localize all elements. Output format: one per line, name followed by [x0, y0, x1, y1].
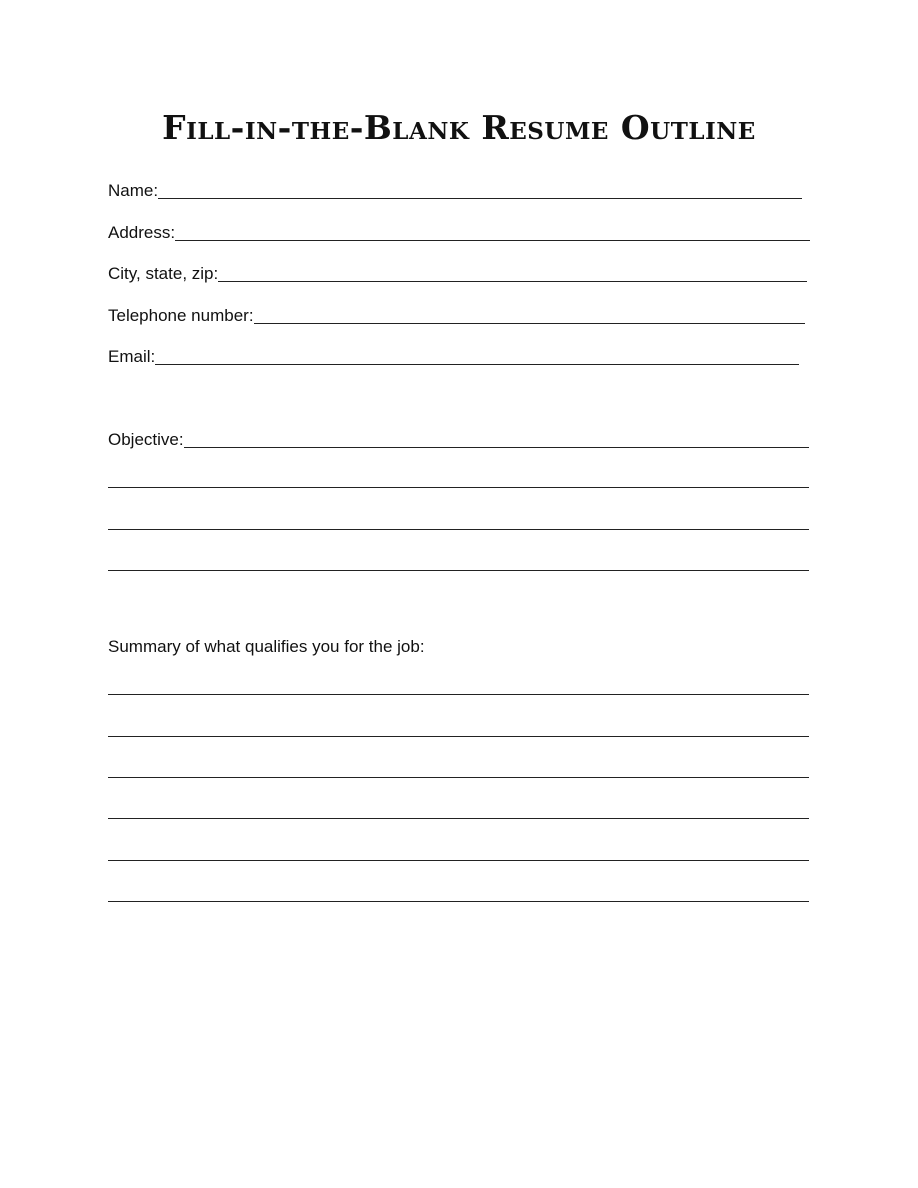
objective-field[interactable]: [108, 430, 809, 450]
summary-blank-3[interactable]: [108, 777, 809, 778]
objective-blank-2[interactable]: [108, 487, 809, 488]
summary-label: Summary of what qualifies you for the job:: [108, 637, 425, 656]
summary-blank-2[interactable]: [108, 736, 809, 737]
email-field[interactable]: [108, 347, 799, 367]
objective-blank-4[interactable]: [108, 570, 809, 571]
city-state-zip-label: City, state, zip:: [108, 264, 219, 283]
telephone-field[interactable]: [108, 306, 805, 326]
objective-blank-1[interactable]: [184, 447, 809, 448]
name-label: Name:: [108, 181, 159, 200]
city-state-zip-field[interactable]: [108, 264, 807, 284]
telephone-label: Telephone number:: [108, 306, 254, 325]
email-label: Email:: [108, 347, 156, 366]
telephone-blank[interactable]: [254, 323, 805, 324]
objective-label: Objective:: [108, 430, 184, 449]
summary-blank-6[interactable]: [108, 901, 809, 902]
city-state-zip-blank[interactable]: [218, 281, 807, 282]
address-label: Address:: [108, 223, 176, 242]
address-blank[interactable]: [175, 240, 810, 241]
document-title: Fill-in-the-Blank Resume Outline: [162, 108, 756, 147]
name-field[interactable]: [108, 181, 802, 201]
address-field[interactable]: [108, 223, 810, 243]
email-blank[interactable]: [155, 364, 799, 365]
name-blank[interactable]: [158, 198, 802, 199]
summary-blank-4[interactable]: [108, 818, 809, 819]
summary-blank-1[interactable]: [108, 694, 809, 695]
summary-blank-5[interactable]: [108, 860, 809, 861]
objective-blank-3[interactable]: [108, 529, 809, 530]
